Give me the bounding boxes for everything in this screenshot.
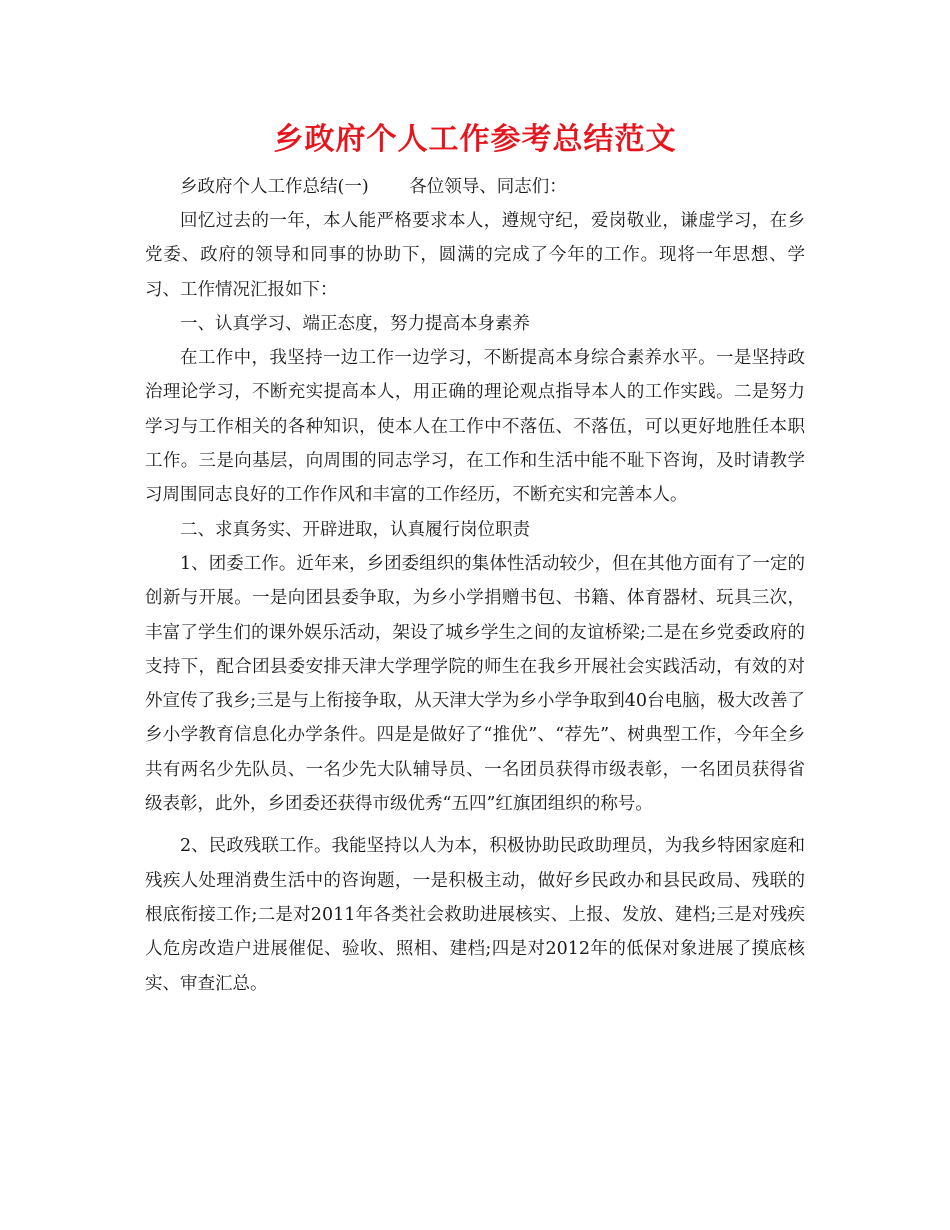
paragraph-civil-affairs: 2、民政残联工作。我能坚持以人为本，积极协助民政助理员，为我乡特困家庭和残疾人处理消费生活中的咨询题，一是积极主动，做好乡民政办和县民政局、残联的根底衔接工作;二是对2011年各类社会救助进展核实、上报、发放、建档;三是对残疾人危房改造户进展催促、验收、照相、建档;四是对2012年的低保对象进展了摸底核实、审查汇总。 bbox=[145, 836, 805, 994]
section-heading-1: 一、认真学习、端正态度，努力提高本身素养 bbox=[180, 313, 530, 334]
paragraph-review: 回忆过去的一年，本人能严格要求本人，遵规守纪，爱岗敬业，谦虚学习，在乡党委、政府的领导和同事的协助下，圆满的完成了今年的工作。现将一年思想、学习、工作情况汇报如下： bbox=[145, 211, 805, 300]
paragraph-study: 在工作中，我坚持一边工作一边学习，不断提高本身综合素养水平。一是坚持政治理论学习，不断充实提高本人，用正确的理论观点指导本人的工作实践。二是努力学习与工作相关的各种知识，使本人在工作中不落伍、不落伍，可以更好地胜任本职工作。三是向基层，向周围的同志学习，在工作和生活中能不耻下咨询，及时请教学习周围同志良好的工作作风和丰富的工作经历，不断充实和完善本人。 bbox=[145, 348, 805, 506]
paragraph-youth-league: 1、团委工作。近年来，乡团委组织的集体性活动较少，但在其他方面有了一定的创新与开展。一是向团县委争取，为乡小学捐赠书包、书籍、体育器材、玩具三次，丰富了学生们的课外娱乐活动，架设了城乡学生之间的友谊桥梁;二是在乡党委政府的支持下，配合团县委安排天津大学理学院的师生在我乡开展社会实践活动，有效的对外宣传了我乡;三是与上衔接争取，从天津大学为乡小学争取到40台电脑，极大改善了乡小学教育信息化办学条件。四是是做好了“推优”、“荐先”、树典型工作，今年全乡共有两名少先队员、一名少先大队辅导员、一名团员获得市级表彰，一名团员获得省级表彰，此外，乡团委还获得市级优秀“五四”红旗团组织的称号。 bbox=[145, 553, 805, 815]
paragraph-intro: 乡政府个人工作总结(一) 各位领导、同志们： bbox=[180, 177, 567, 197]
section-heading-2: 二、求真务实、开辟进取，认真履行岗位职责 bbox=[180, 519, 530, 540]
document-page bbox=[145, 118, 805, 1001]
document-title: 乡政府个人工作参考总结范文 bbox=[273, 122, 677, 157]
